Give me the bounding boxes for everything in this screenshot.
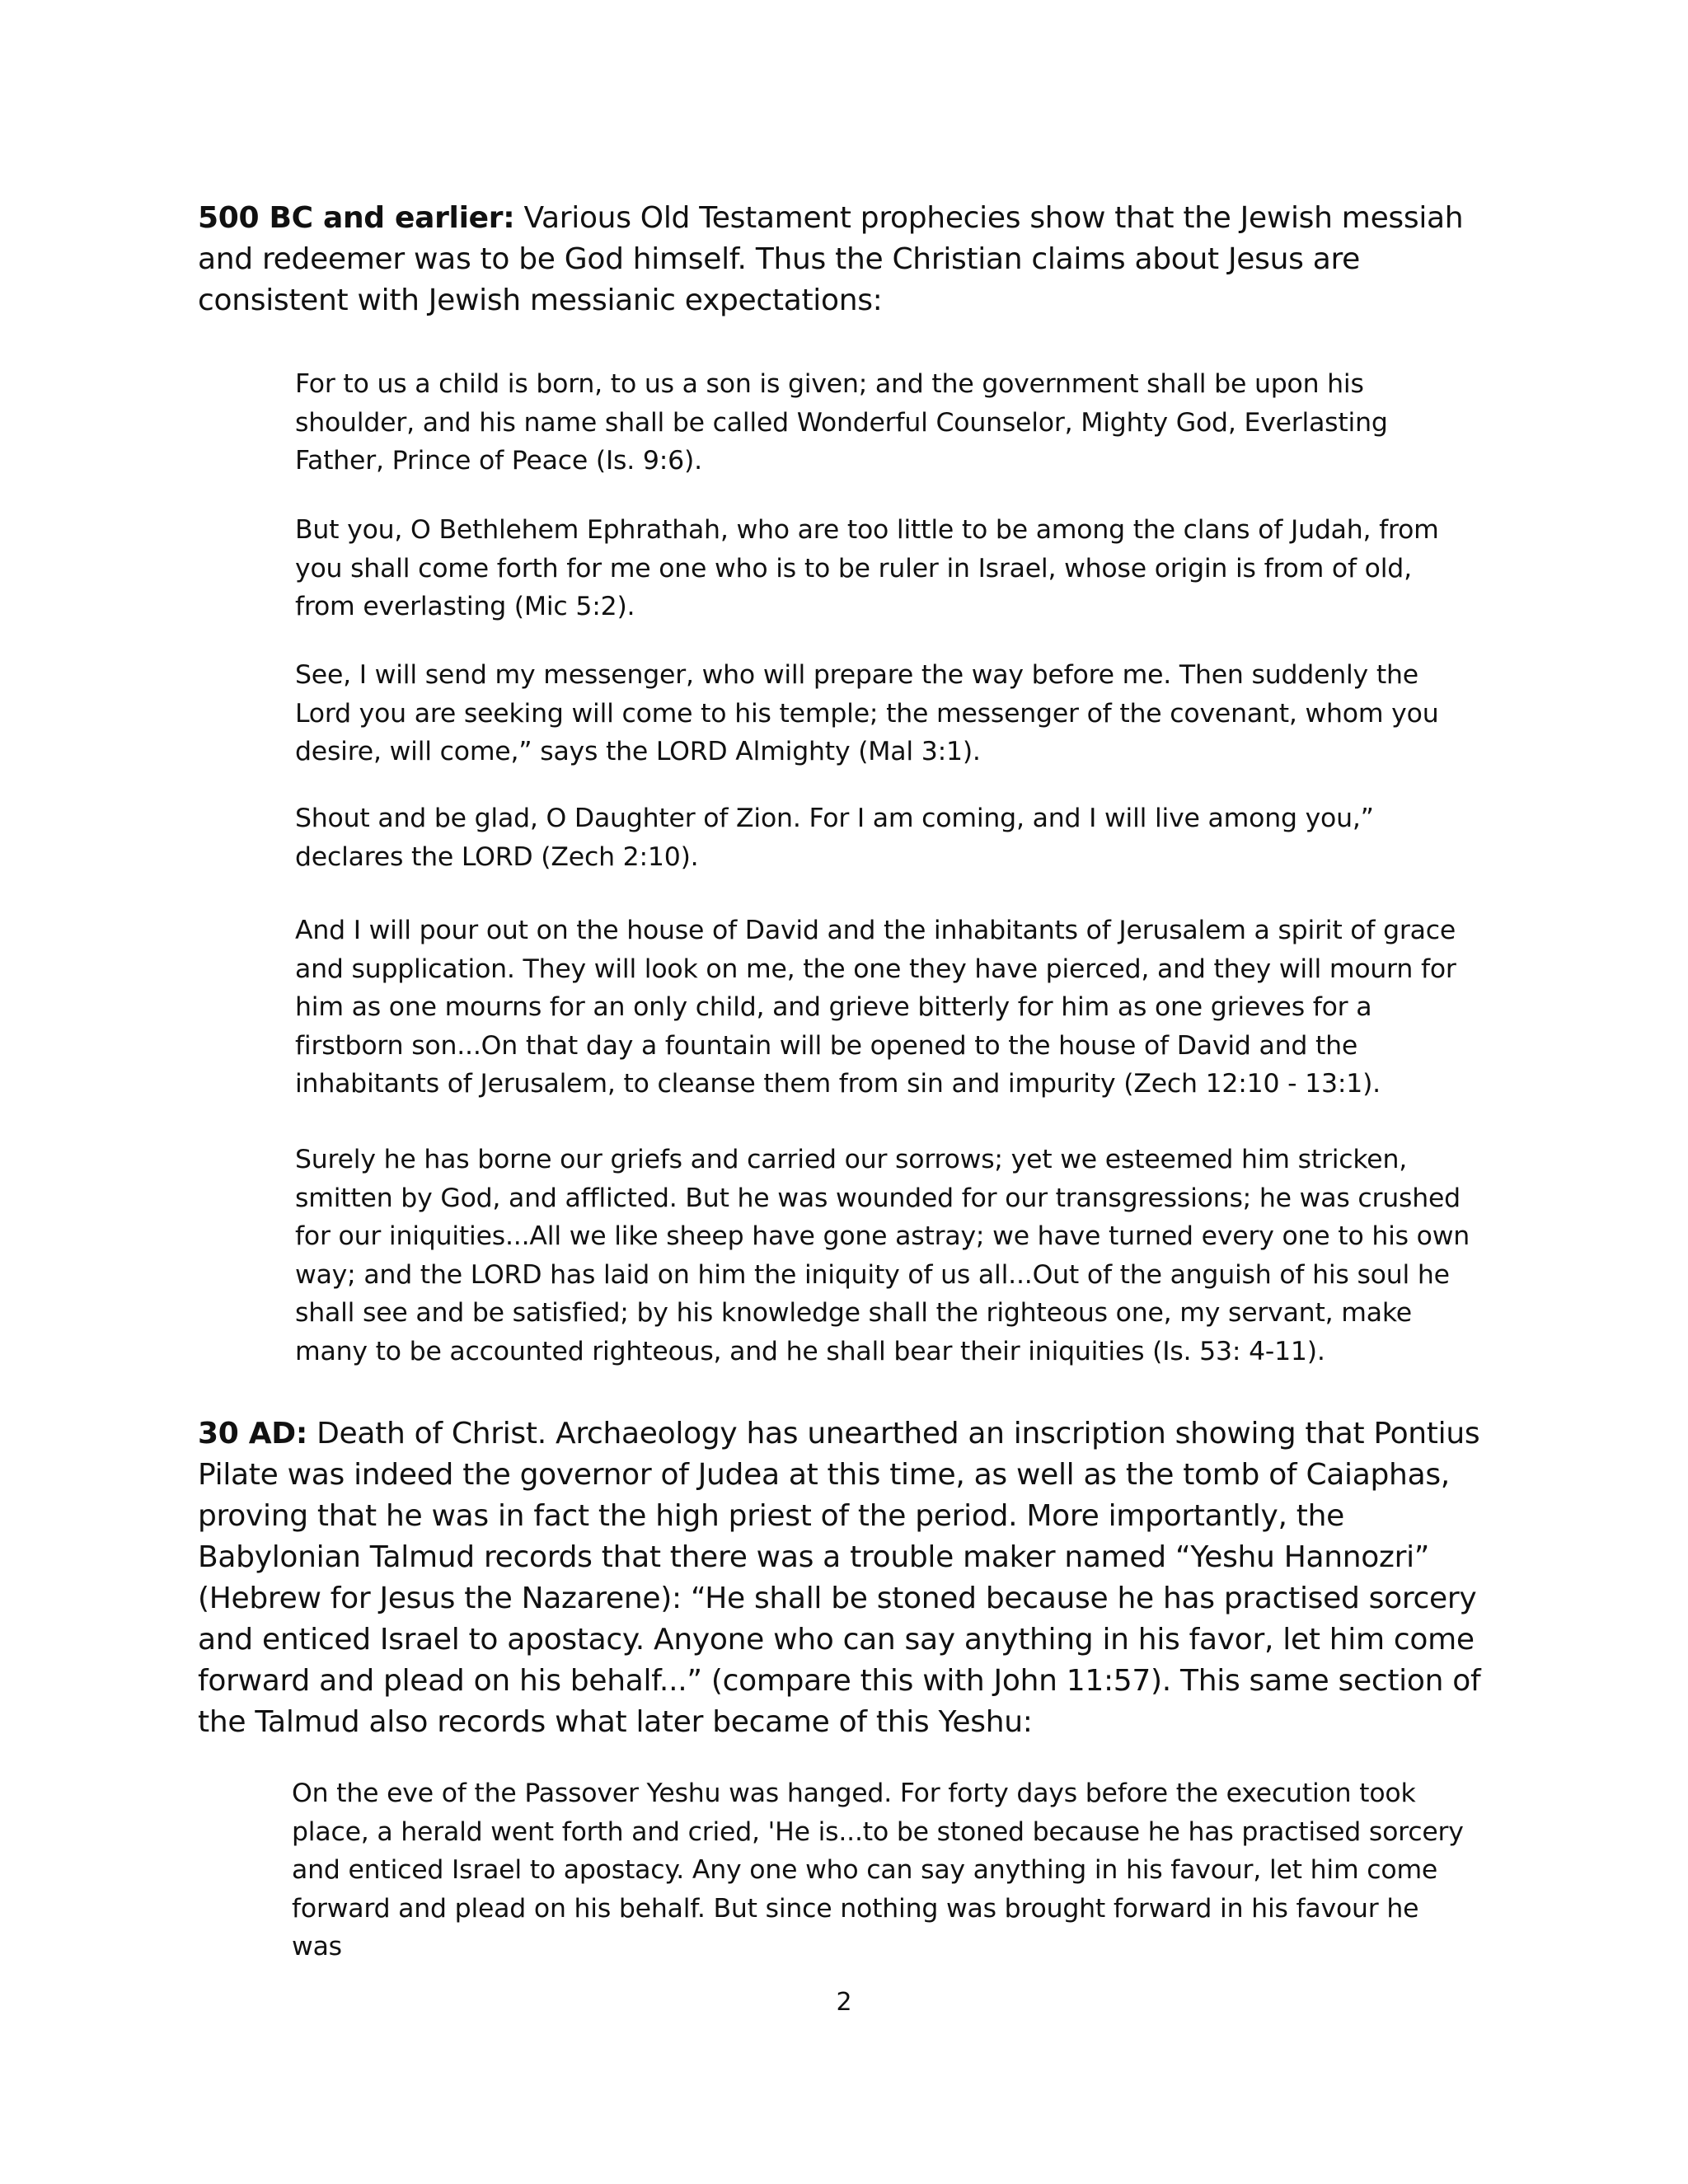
section-500bc-paragraph — [198, 198, 1492, 321]
quote-isaiah-9-6: For to us a child is born, to us a son is given; and the government shall be upon his shoulder, and his name shall be called Wonderful Counselor, Mighty God, Everlasting Father, Prince of Peace (Is. 9:6). — [295, 369, 1388, 476]
quote-zechariah-12-10: And I will pour out on the house of David and the inhabitants of Jerusalem a spirit of grace and supplication. They will look on me, the one they have pierced, and they will mourn for him as one mourns for an only child, and grieve bitterly for him as one grieves for a firstborn son...On that day a fountain will be opened to the house of David and the inhabitants of Jerusalem, to cleanse them from sin and impurity (Zech 12:10 - 13:1). — [295, 916, 1456, 1099]
quote-talmud-yeshu: On the eve of the Passover Yeshu was hanged. For forty days before the execution took place, a herald went forth and cried, 'He is...to be stoned because he has practised sorcery and enticed Israel to apostacy. Any one who can say anything in his favour, let him come forward and plead on his behalf. But since nothing was brought forward in his favour he was — [292, 1779, 1464, 1961]
section-30ad-heading: 30 AD: — [198, 1417, 307, 1451]
quote-zechariah-2-10: Shout and be glad, O Daughter of Zion. For I am coming, and I will live among you,” declares the LORD (Zech 2:10). — [295, 804, 1374, 872]
quote-malachi-3-1: See, I will send my messenger, who will prepare the way before me. Then suddenly the Lord you are seeking will come to his temple; the messenger of the covenant, whom you desire, will come,” says the LORD Almighty (Mal 3:1). — [295, 660, 1439, 766]
section-500bc-heading: 500 BC and earlier: — [198, 201, 515, 235]
section-30ad-paragraph — [198, 1413, 1492, 1743]
quote-micah-5-2: But you, O Bethlehem Ephrathah, who are too little to be among the clans of Judah, from you shall come forth for me one who is to be ruler in Israel, whose origin is from of old, from everlasting (Mic 5:2). — [295, 515, 1439, 621]
section-500bc-text: Various Old Testament prophecies show that the Jewish messiah and redeemer was to be God himself. Thus the Christian claims about Jesus are consistent with Jewish messianic expectations: — [198, 201, 1464, 317]
page-number: 2 — [836, 1988, 852, 2017]
section-30ad-text: Death of Christ. Archaeology has unearthed an inscription showing that Pontius Pilate was indeed the governor of Judea at this time, as well as the tomb of Caiaphas, proving that he was in fact the high priest of the period. More importantly, the Babylonian Talmud records that there was a trouble maker named “Yeshu Hannozri” (Hebrew for Jesus the Nazarene): “He shall be stoned because he has practised sorcery and enticed Israel to apostacy. Anyone who can say anything in his favor, let him come forward and plead on his behalf...” (compare this with John 11:57). This same section of the Talmud also records what later became of this Yeshu: — [198, 1417, 1481, 1739]
quote-isaiah-53: Surely he has borne our griefs and carried our sorrows; yet we esteemed him stricken, smitten by God, and afflicted. But he was wounded for our transgressions; he was crushed for our iniquities...All we like sheep have gone astray; we have turned every one to his own way; and the LORD has laid on him the iniquity of us all...Out of the anguish of his soul he shall see and be satisfied; by his knowledge shall the righteous one, my servant, make many to be accounted righteous, and he shall bear their iniquities (Is. 53: 4-11). — [295, 1145, 1470, 1366]
